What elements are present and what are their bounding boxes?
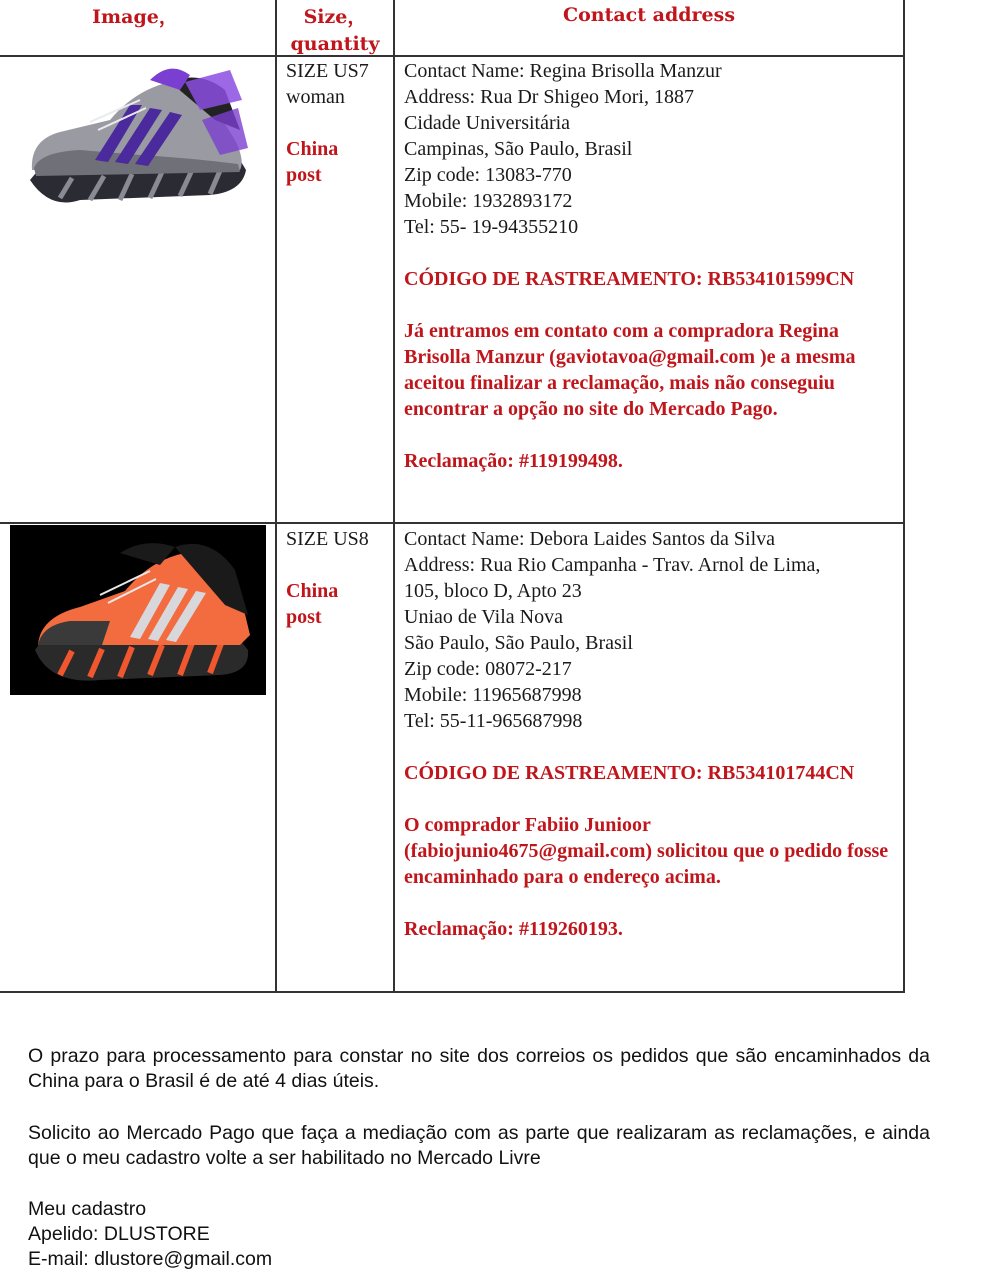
row2-tel: Tel: 55-11-965687998	[404, 710, 583, 732]
row1-contact-name: Contact Name: Regina Brisolla Manzur	[404, 60, 722, 82]
row2-mobile: Mobile: 11965687998	[404, 684, 582, 706]
orange-black-running-shoe-icon	[10, 525, 266, 695]
shoe-image-purple	[20, 60, 252, 218]
table-rule-col2	[393, 0, 395, 993]
row2-tracking: CÓDIGO DE RASTREAMENTO: RB534101744CN	[404, 762, 855, 784]
row1-tel: Tel: 55- 19-94355210	[404, 216, 579, 238]
row1-zip: Zip code: 13083-770	[404, 164, 572, 186]
row2-contact-name: Contact Name: Debora Laides Santos da Silva	[404, 528, 776, 550]
row1-tracking: CÓDIGO DE RASTREAMENTO: RB534101599CN	[404, 268, 855, 290]
table-rule-col1	[275, 0, 277, 993]
table-rule-row1-bottom	[0, 522, 904, 524]
row2-size: SIZE US8	[286, 528, 369, 550]
footer-paragraph-request: Solicito ao Mercado Pago que faça a mediação com as parte que realizaram as reclamações, e ainda que o meu cadastro volte a ser habilitado no Mercado Livre	[28, 1122, 930, 1169]
footer-account-heading: Meu cadastro	[28, 1198, 147, 1220]
row1-contact	[404, 58, 899, 474]
table-rule-right	[903, 0, 905, 993]
row2-address-cont: 105, bloco D, Apto 23	[404, 580, 582, 602]
table-rule-header-bottom	[0, 55, 904, 57]
footer-account-email: E-mail: dlustore@gmail.com	[28, 1248, 273, 1270]
row1-size: SIZE US7 woman	[286, 60, 369, 108]
row2-zip: Zip code: 08072-217	[404, 658, 572, 680]
row2-shipping: China post	[286, 580, 339, 628]
row1-address: Address: Rua Dr Shigeo Mori, 1887	[404, 86, 694, 108]
header-contact-address: Contact address	[562, 4, 736, 26]
row1-district: Cidade Universitária	[404, 112, 571, 134]
header-size-quantity	[277, 4, 393, 58]
row1-mobile: Mobile: 1932893172	[404, 190, 573, 212]
footer-paragraph-deadline: O prazo para processamento para constar no site dos correios os pedidos que são encaminhados da China para o Brasil é de até 4 dias úteis.	[28, 1045, 930, 1092]
purple-gray-running-shoe-icon	[20, 60, 252, 218]
row2-city: São Paulo, São Paulo, Brasil	[404, 632, 633, 654]
row2-claim: Reclamação: #119260193.	[404, 918, 623, 940]
row1-note: Já entramos em contato com a compradora Regina Brisolla Manzur (gaviotavoa@gmail.com )e a mesma aceitou finalizar a reclamação, mais não conseguiu encontrar a opção no site do Mercado Pago.	[404, 320, 856, 420]
table-rule-row2-bottom	[0, 991, 904, 993]
row2-note: O comprador Fabiio Junioor (fabiojunio4675@gmail.com) solicitou que o pedido fosse encaminhado para o endereço acima.	[404, 814, 889, 888]
row2-district: Uniao de Vila Nova	[404, 606, 563, 628]
row1-city: Campinas, São Paulo, Brasil	[404, 138, 633, 160]
row1-shipping: China post	[286, 138, 339, 186]
row1-claim: Reclamação: #119199498.	[404, 450, 623, 472]
footer-account-nickname: Apelido: DLUSTORE	[28, 1223, 210, 1245]
row2-contact	[404, 526, 899, 942]
header-image: Image，	[92, 6, 178, 28]
shoe-image-orange	[10, 525, 266, 695]
footer-account-block	[28, 1197, 930, 1272]
header-size-text: Size， quantity	[290, 6, 380, 55]
row2-address: Address: Rua Rio Campanha - Trav. Arnol de Lima,	[404, 554, 821, 576]
